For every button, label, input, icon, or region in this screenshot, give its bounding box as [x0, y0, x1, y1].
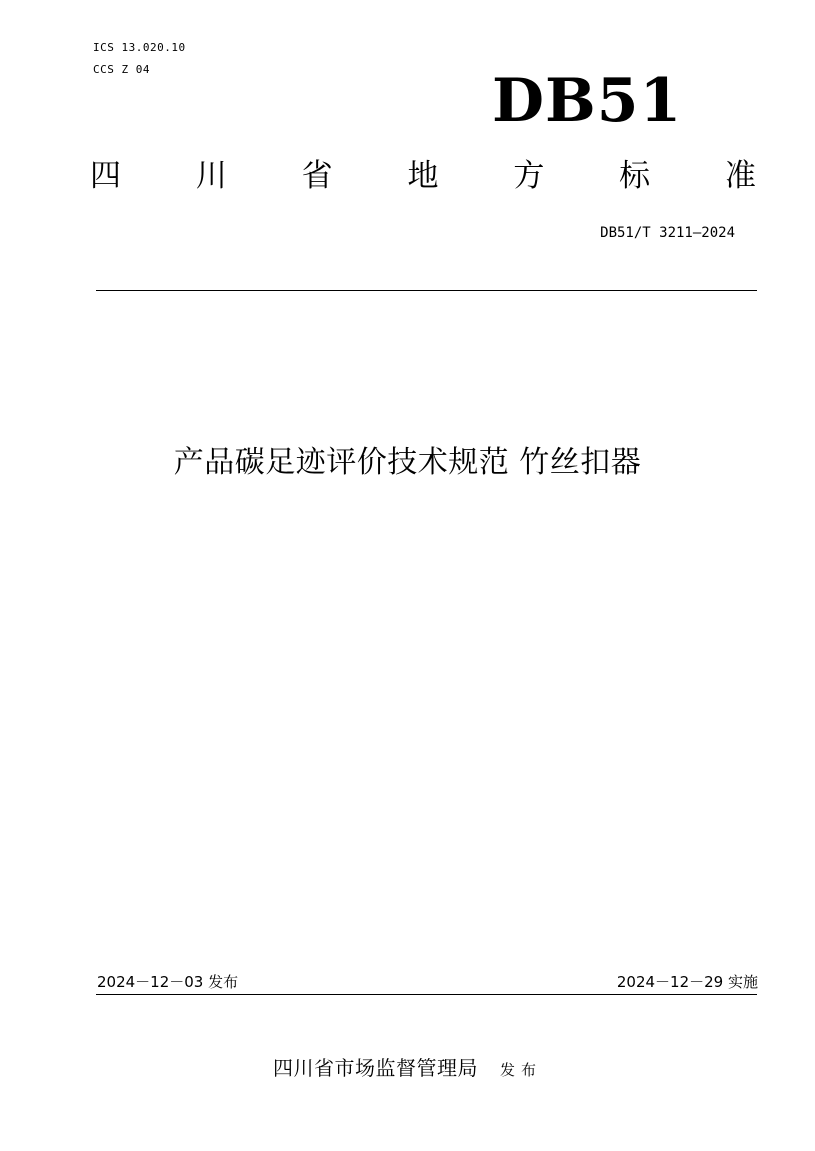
standard-type-char: 标: [619, 158, 651, 194]
implement-date: 2024－12－29 实施: [616, 973, 758, 991]
standard-type-char: 地: [407, 158, 439, 194]
standard-number: DB51/T 3211—2024: [600, 225, 735, 241]
standard-type-char: 四: [90, 158, 121, 194]
standard-type-char: 方: [513, 158, 545, 194]
header-divider: [96, 290, 757, 291]
publish-date: 2024－12－03 发布: [97, 973, 239, 991]
ccs-code: CCS Z 04: [93, 63, 150, 76]
standard-type-char: 准: [724, 158, 756, 194]
issuer-name: 四川省市场监督管理局: [272, 1056, 478, 1080]
ics-code: ICS 13.020.10: [93, 41, 186, 54]
issuer-line: [0, 1054, 815, 1084]
issuer-suffix: 发布: [499, 1061, 542, 1079]
standard-logo: DB51: [492, 66, 683, 136]
standard-type-char: 省: [301, 158, 333, 194]
footer-divider: [96, 994, 757, 995]
standard-type-char: 川: [195, 158, 227, 194]
document-title: 产品碳足迹评价技术规范 竹丝扣器: [173, 445, 642, 480]
standard-type-heading: [90, 156, 756, 196]
